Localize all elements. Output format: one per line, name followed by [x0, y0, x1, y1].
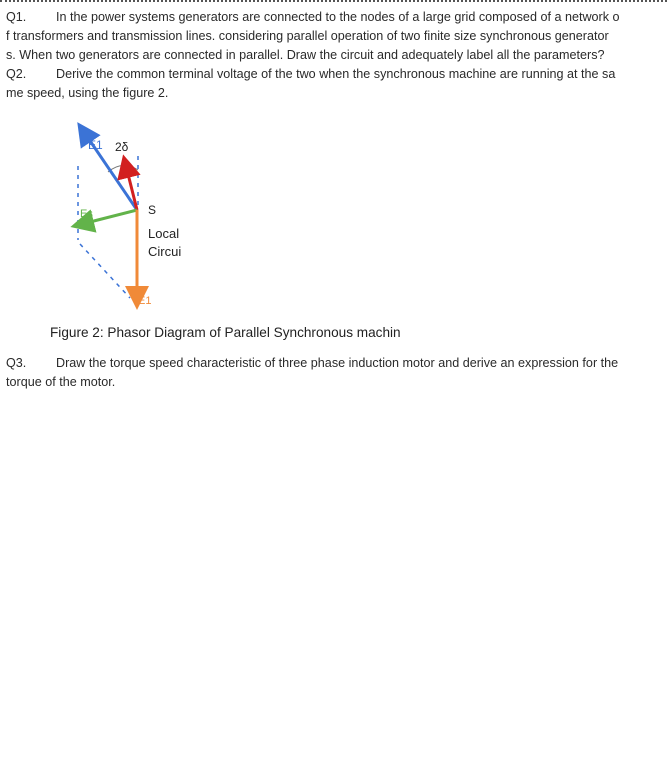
q2-line-2: me speed, using the figure 2.: [6, 86, 169, 100]
label-angle: 2δ: [115, 140, 129, 154]
q1-line-3: s. When two generators are connected in parallel. Draw the circuit and adequately label all the parameters?: [6, 48, 605, 62]
label-e1-bottom: E1: [138, 295, 152, 307]
question-2: [6, 65, 666, 103]
q2-text-1: Derive the common terminal voltage of the two when the synchronous machine are running at the sa: [56, 67, 616, 81]
q1-line-1: [6, 8, 666, 27]
q3-line-1: [6, 354, 666, 373]
label-e1-top: E1: [88, 138, 103, 152]
q1-number: Q1.: [6, 10, 27, 24]
question-1: [6, 8, 666, 65]
figure-caption: Figure 2: Phasor Diagram of Parallel Synchronous machin: [50, 325, 401, 340]
label-es: Es: [80, 208, 93, 220]
angle-arc: [108, 165, 138, 172]
q2-number: Q2.: [6, 67, 27, 81]
q1-line-2: f transformers and transmission lines. considering parallel operation of two finite size synchronous generator: [6, 29, 609, 43]
label-s: S: [148, 203, 157, 217]
label-circui: Circui: [148, 244, 182, 259]
q3-line-2: torque of the motor.: [6, 375, 116, 389]
label-local: Local: [148, 226, 180, 241]
dashed-diagonal: [80, 244, 130, 298]
q3-number: Q3.: [6, 356, 27, 370]
q3-text-1: Draw the torque speed characteristic of three phase induction motor and derive an expression for the: [56, 356, 619, 370]
question-3: [6, 354, 666, 392]
q2-line-1: [6, 65, 666, 84]
phasor-svg: [60, 148, 210, 318]
top-dotted-rule: [0, 0, 667, 5]
q1-text-1: In the power systems generators are connected to the nodes of a large grid composed of a network o: [56, 10, 620, 24]
phasor-diagram: [60, 138, 210, 318]
